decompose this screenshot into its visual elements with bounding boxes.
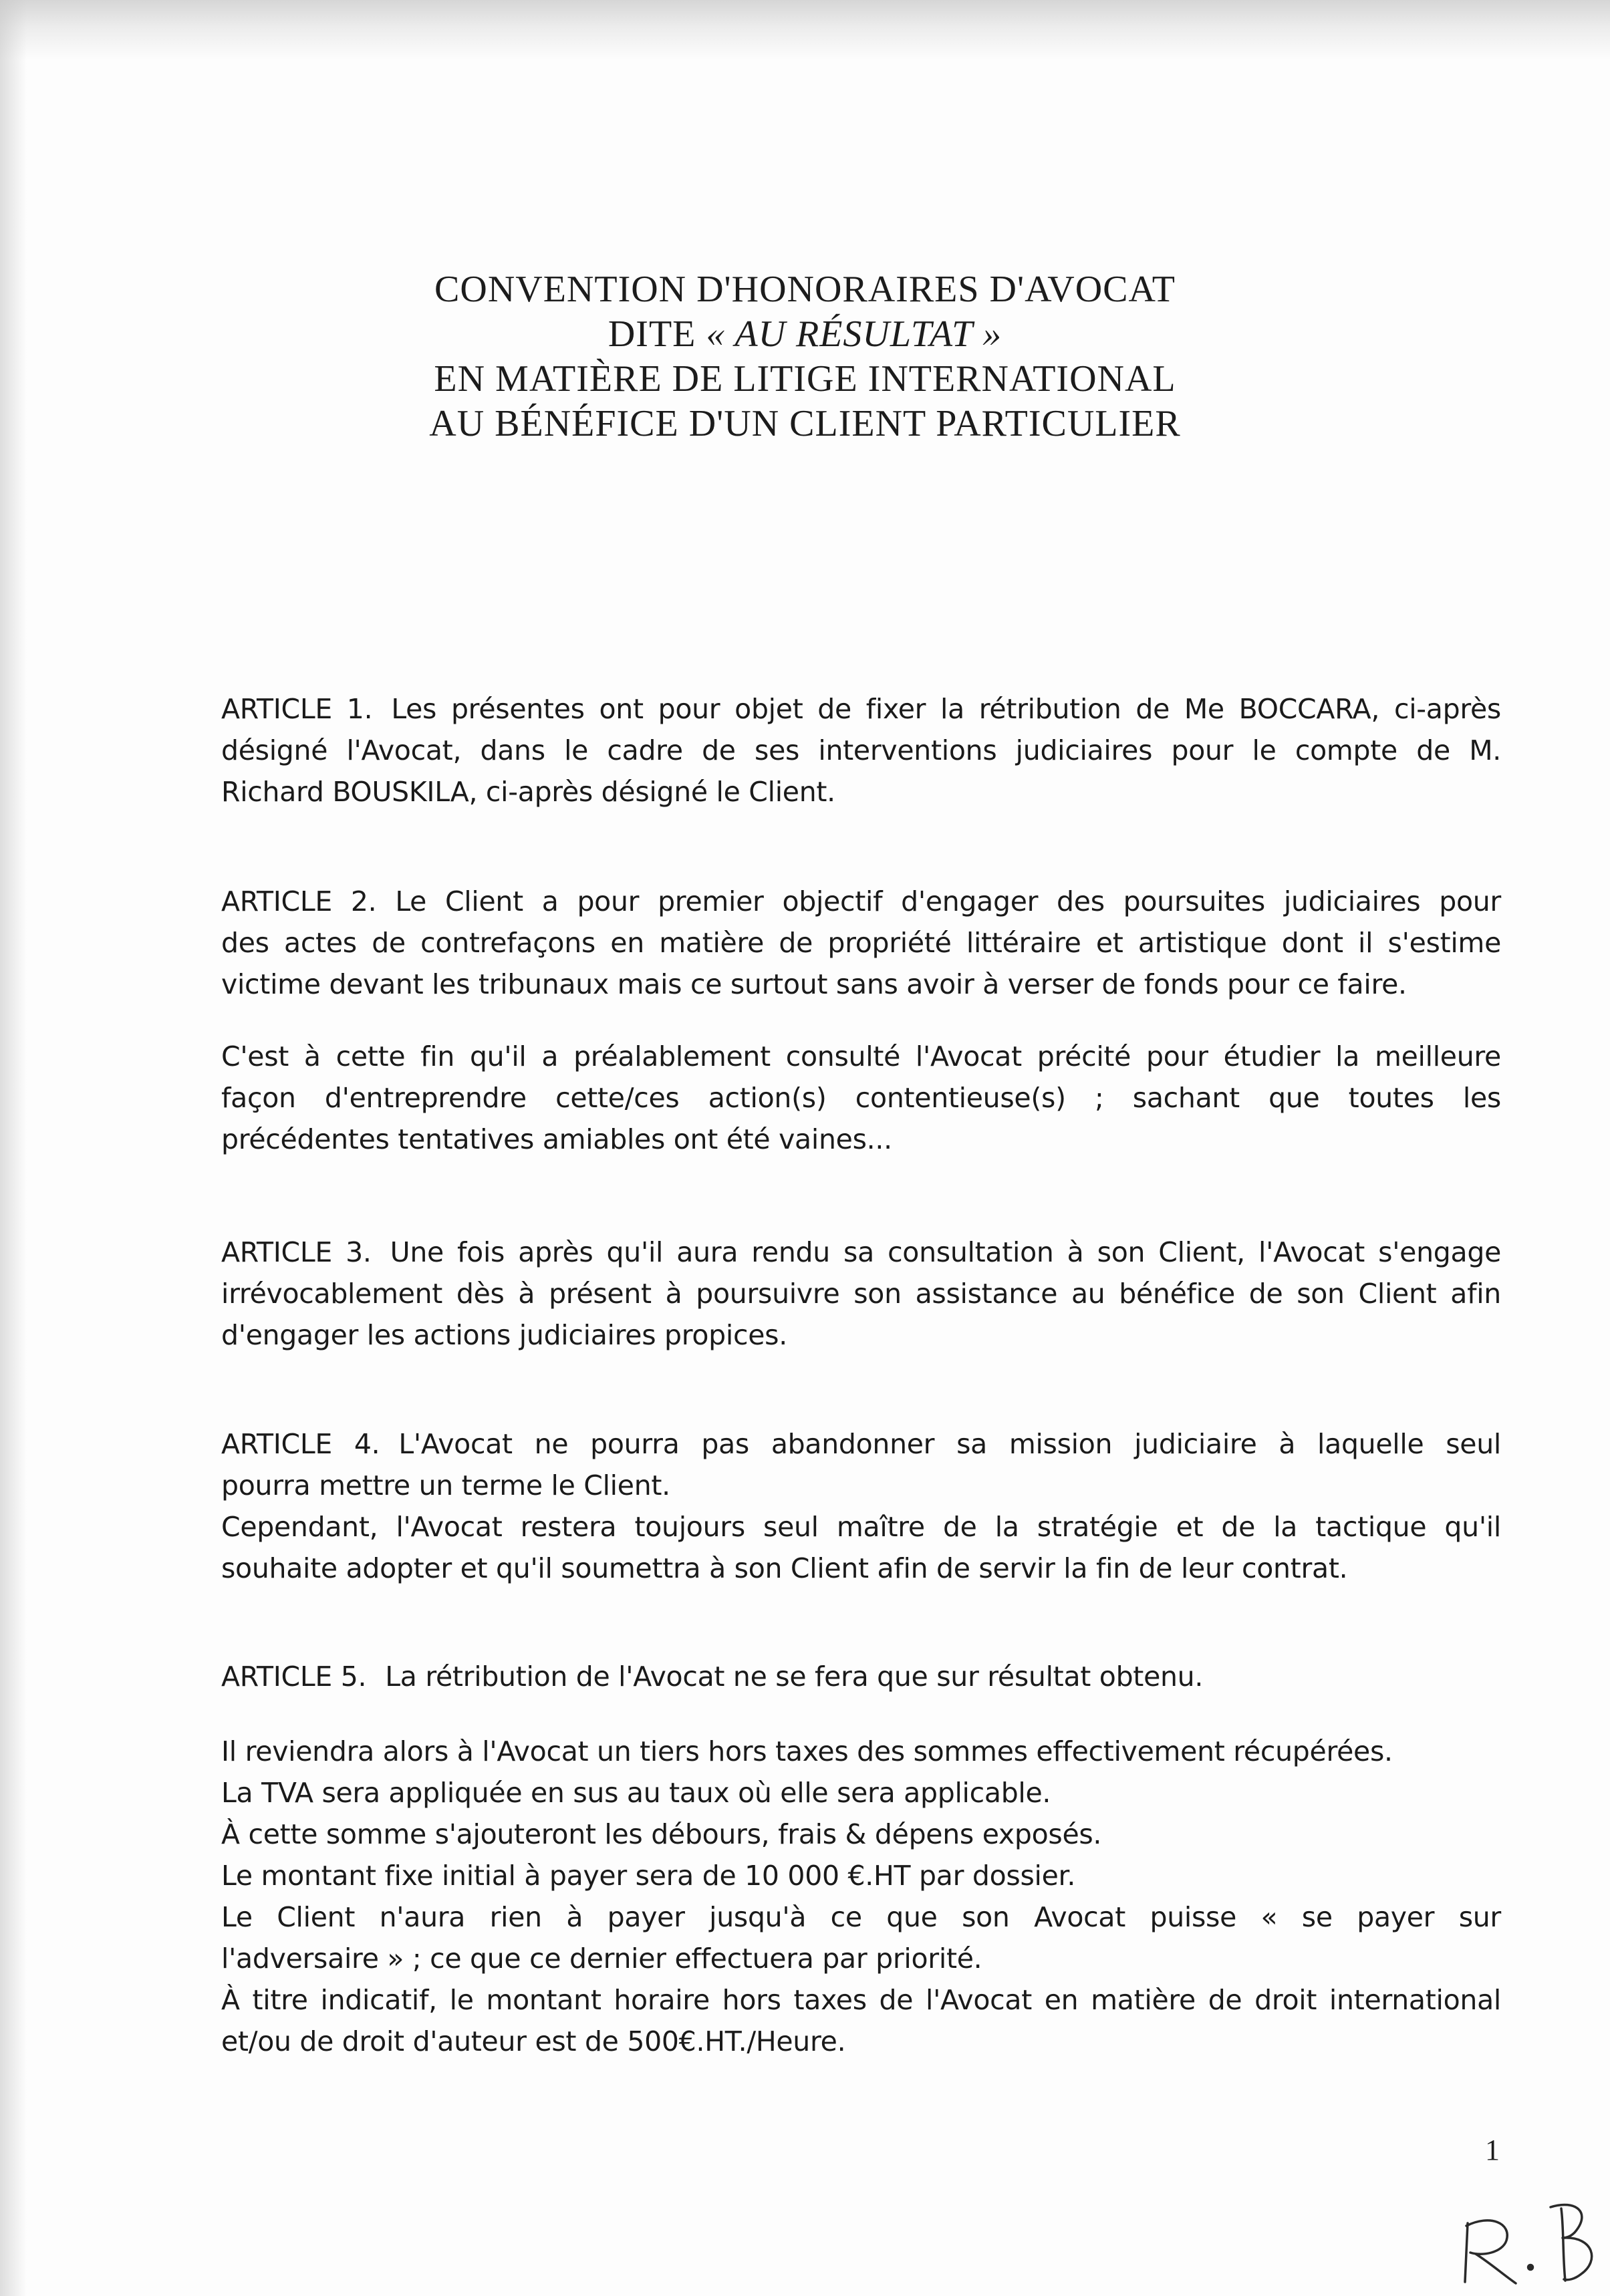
article-5-p2-line-8: et/ou de droit d'auteur est de 500€.HT./Heure.: [221, 2025, 846, 2057]
article-2-line-1: [221, 881, 1501, 922]
article-5-line-1: [221, 1656, 1501, 1697]
article-2-p2-line-1: C'est à cette fin qu'il a préalablement consulté l'Avocat précité pour étudier la meilleure: [221, 1040, 1501, 1072]
article-1-line-2: désigné l'Avocat, dans le cadre de ses interventions judiciaires pour le compte de M.: [221, 734, 1501, 766]
article-3: [221, 1232, 1501, 1356]
article-5-p2-line-1: Il reviendra alors à l'Avocat un tiers hors taxes des sommes effectivement récupérées.: [221, 1735, 1393, 1767]
article-3-line-2: irrévocablement dès à présent à poursuivre son assistance au bénéfice de son Client afin: [221, 1278, 1501, 1310]
article-5-p2-line-3: À cette somme s'ajouteront les débours, frais & dépens exposés.: [221, 1818, 1102, 1850]
article-5-label: ARTICLE 5.: [221, 1661, 367, 1693]
page-number: 1: [1485, 2134, 1500, 2166]
article-4-line-2: pourra mettre un terme le Client.: [221, 1469, 670, 1501]
article-2-p2-line-2: façon d'entreprendre cette/ces action(s) contentieuse(s) ; sachant que toutes les: [221, 1082, 1501, 1114]
article-3-line-1: [221, 1232, 1501, 1273]
article-2: [221, 881, 1501, 1005]
article-4-line-3: Cependant, l'Avocat restera toujours seul maître de la stratégie et de la tactique qu'il: [221, 1511, 1501, 1543]
title-line-1: CONVENTION D'HONORAIRES D'AVOCAT: [434, 269, 1176, 310]
title-line-2-prefix: DITE: [608, 313, 706, 355]
title-line-2-italic: « AU RÉSULTAT »: [706, 313, 1002, 355]
article-4: [221, 1423, 1501, 1589]
title-line-3: EN MATIÈRE DE LITIGE INTERNATIONAL: [434, 358, 1176, 400]
article-4-label: ARTICLE 4.: [221, 1428, 380, 1460]
document-title: [0, 267, 1610, 446]
article-2-text-1: Le Client a pour premier objectif d'engager des poursuites judiciaires pour: [395, 885, 1501, 917]
article-5-p2-line-5: Le Client n'aura rien à payer jusqu'à ce que son Avocat puisse « se payer sur: [221, 1901, 1501, 1933]
article-3-text-1: Une fois après qu'il aura rendu sa consultation à son Client, l'Avocat s'engage: [390, 1236, 1501, 1268]
article-5: [221, 1656, 1501, 1697]
article-1-text-1: Les présentes ont pour objet de fixer la rétribution de Me BOCCARA, ci-après: [391, 693, 1501, 725]
title-line-2: [0, 312, 1610, 357]
article-5-paragraph-2: [221, 1731, 1501, 2062]
article-2-label: ARTICLE 2.: [221, 885, 377, 917]
article-1-label: ARTICLE 1.: [221, 693, 373, 725]
scan-shadow-top: [0, 0, 1610, 60]
handwritten-initials: [1450, 2188, 1604, 2289]
article-5-text-1: La rétribution de l'Avocat ne se fera que sur résultat obtenu.: [385, 1661, 1204, 1693]
article-4-line-4: souhaite adopter et qu'il soumettra à son Client afin de servir la fin de leur contrat.: [221, 1552, 1348, 1584]
article-5-p2-line-4: Le montant fixe initial à payer sera de 10 000 €.HT par dossier.: [221, 1860, 1076, 1892]
article-5-p2-line-6: l'adversaire » ; ce que ce dernier effectuera par priorité.: [221, 1943, 982, 1975]
article-4-line-1: [221, 1423, 1501, 1465]
article-2-paragraph-2: [221, 1036, 1501, 1160]
article-1-line-3: Richard BOUSKILA, ci-après désigné le Client.: [221, 776, 835, 808]
article-3-line-3: d'engager les actions judiciaires propices.: [221, 1319, 787, 1351]
article-4-text-1: L'Avocat ne pourra pas abandonner sa mission judiciaire à laquelle seul: [398, 1428, 1502, 1460]
article-2-p2-line-3: précédentes tentatives amiables ont été vaines...: [221, 1123, 892, 1155]
article-5-p2-line-2: La TVA sera appliquée en sus au taux où elle sera applicable.: [221, 1777, 1051, 1809]
article-2-line-3: victime devant les tribunaux mais ce surtout sans avoir à verser de fonds pour ce faire.: [221, 968, 1407, 1000]
article-2-line-2: des actes de contrefaçons en matière de propriété littéraire et artistique dont il s'estime: [221, 927, 1501, 959]
article-1: [221, 688, 1501, 813]
article-1-line-1: [221, 688, 1501, 730]
article-3-label: ARTICLE 3.: [221, 1236, 372, 1268]
title-line-4: AU BÉNÉFICE D'UN CLIENT PARTICULIER: [429, 403, 1181, 444]
article-5-p2-line-7: À titre indicatif, le montant horaire hors taxes de l'Avocat en matière de droit international: [221, 1984, 1501, 2016]
